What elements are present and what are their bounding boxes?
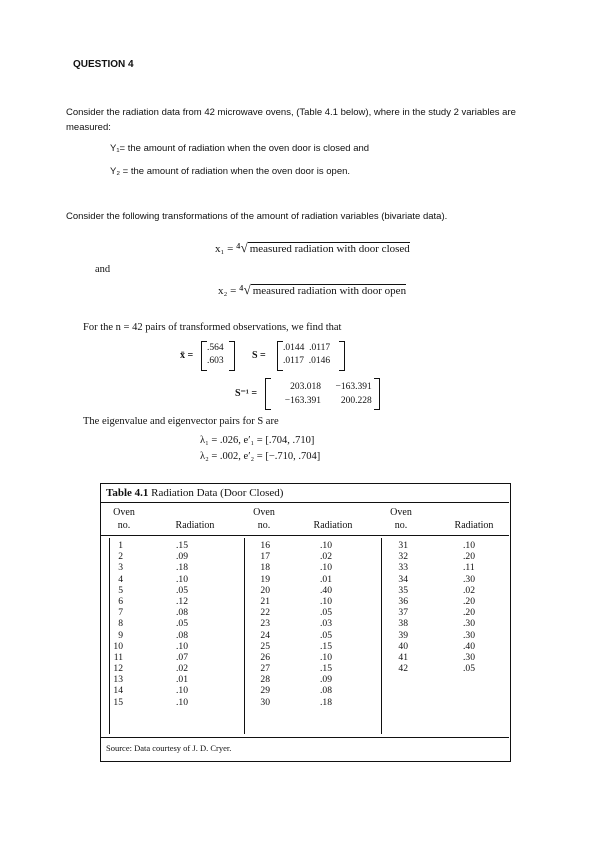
x2-equation — [218, 282, 406, 298]
table-cell: 17 — [260, 551, 270, 563]
x2-lhs: x₂ = — [218, 285, 237, 297]
eigen-pair-2: λ₂ = .002, e′₂ = [−.710, .704] — [200, 451, 321, 462]
eigen-pair-1: λ₁ = .026, e′₁ = [.704, .710] — [200, 435, 315, 446]
s-row — [283, 355, 330, 368]
table-cell: 14 — [113, 685, 123, 697]
sinv-row — [274, 380, 372, 394]
table-cell: 21 — [260, 595, 270, 607]
table-cell: .12 — [176, 595, 188, 607]
intro-text: Consider the radiation data from 42 microwave ovens, (Table 4.1 below), where in the study 2 variables are measured: — [66, 107, 516, 133]
table-title — [106, 487, 283, 499]
table-cell: 38 — [398, 618, 408, 630]
table-cell: .09 — [176, 551, 188, 563]
table-title-number: Table 4.1 — [106, 487, 149, 499]
right-bracket — [374, 378, 380, 410]
table-cell: .02 — [320, 551, 332, 563]
xbar-vector — [207, 342, 224, 368]
table-cell: .20 — [463, 551, 475, 563]
s-cell: .0144 — [283, 343, 305, 353]
s-cell: .0117 — [283, 356, 305, 366]
stats-intro: For the n = 42 pairs of transformed observations, we find that — [83, 322, 342, 333]
x2-radicand: measured radiation with door open — [252, 285, 407, 297]
oven-number-column — [93, 540, 123, 708]
radiation-column — [463, 540, 493, 674]
y1-definition: Y₁= the amount of radiation when the oven door is closed and — [110, 143, 370, 154]
table-cell: .10 — [320, 540, 332, 551]
table-cell: 28 — [260, 674, 270, 686]
table-cell: .15 — [176, 540, 188, 551]
table-cell: 41 — [398, 651, 408, 663]
table-cell: 27 — [260, 663, 270, 675]
table-cell: .10 — [320, 562, 332, 574]
table-cell: .30 — [463, 573, 475, 585]
sinv-label: S⁻¹ = — [235, 388, 258, 399]
header-oven: Oven — [253, 507, 275, 518]
table-cell: .15 — [320, 640, 332, 652]
table-cell: 5 — [118, 584, 123, 596]
oven-number-column — [240, 540, 270, 708]
fourth-root-icon: ⁴√ — [236, 240, 248, 255]
header-no: no. — [394, 520, 408, 531]
right-bracket — [339, 341, 345, 371]
table-cell: 42 — [398, 663, 408, 675]
table-cell: 19 — [260, 573, 270, 585]
y2-definition: Y₂ = the amount of radiation when the oven door is open. — [110, 166, 351, 177]
header-oven: Oven — [113, 507, 135, 518]
table-cell: .09 — [320, 674, 332, 686]
table-cell: 7 — [118, 607, 123, 619]
table-cell: .10 — [176, 640, 188, 652]
table-cell: 9 — [118, 629, 123, 641]
header-no: no. — [117, 520, 131, 531]
s-row — [283, 342, 330, 355]
header-oven: Oven — [390, 507, 412, 518]
table-cell: .20 — [463, 595, 475, 607]
table-cell: 11 — [113, 651, 123, 663]
table-cell: .40 — [320, 584, 332, 596]
radiation-column — [176, 540, 206, 708]
table-rule — [101, 535, 509, 536]
table-cell: .08 — [176, 607, 188, 619]
table-cell: .05 — [320, 629, 332, 641]
table-cell: .01 — [176, 674, 188, 686]
table-cell: .15 — [320, 663, 332, 675]
x1-equation — [215, 240, 410, 256]
sinv-cell: −163.391 — [335, 382, 372, 392]
and-label: and — [95, 264, 111, 275]
sinv-cell: −163.391 — [284, 396, 321, 406]
table-cell: 8 — [118, 618, 123, 630]
radiation-column — [320, 540, 350, 708]
table-cell: .03 — [320, 618, 332, 630]
header-radiation: Radiation — [454, 520, 494, 531]
left-bracket — [265, 378, 271, 410]
table-cell: 37 — [398, 607, 408, 619]
table-cell: 1 — [118, 540, 123, 551]
table-source: Source: Data courtesy of J. D. Cryer. — [106, 743, 232, 753]
table-cell: .02 — [463, 584, 475, 596]
table-cell: 6 — [118, 595, 123, 607]
table-cell: 26 — [260, 651, 270, 663]
right-bracket — [229, 341, 235, 371]
table-cell: 12 — [113, 663, 123, 675]
table-cell: .18 — [176, 562, 188, 574]
table-cell: .10 — [320, 595, 332, 607]
sinv-matrix — [274, 380, 372, 408]
table-cell: .11 — [463, 562, 475, 574]
table-cell: .05 — [176, 584, 188, 596]
table-cell: 13 — [113, 674, 123, 686]
table-cell: 32 — [398, 551, 408, 563]
x1-lhs: x₁ = — [215, 243, 234, 255]
table-cell: 25 — [260, 640, 270, 652]
table-cell: .30 — [463, 651, 475, 663]
table-cell: .02 — [176, 663, 188, 675]
table-cell: 39 — [398, 629, 408, 641]
s-cell: .0117 — [309, 343, 331, 353]
table-title-text: Radiation Data (Door Closed) — [148, 487, 284, 499]
table-cell: .10 — [320, 651, 332, 663]
s-label: S = — [252, 350, 266, 361]
table-cell: 10 — [113, 640, 123, 652]
table-cell: .10 — [463, 540, 475, 551]
table-cell: .30 — [463, 618, 475, 630]
eigen-intro: The eigenvalue and eigenvector pairs for S are — [83, 416, 279, 427]
xbar-entry: .603 — [207, 356, 224, 366]
transform-intro: Consider the following transformations of the amount of radiation variables (bivariate data). — [66, 211, 448, 222]
table-cell: .10 — [176, 573, 188, 585]
table-cell: .10 — [176, 696, 188, 708]
table-cell: 29 — [260, 685, 270, 697]
table-cell: 35 — [398, 584, 408, 596]
table-cell: 23 — [260, 618, 270, 630]
x1-radicand: measured radiation with door closed — [249, 243, 410, 255]
header-radiation: Radiation — [175, 520, 215, 531]
table-cell: 18 — [260, 562, 270, 574]
table-cell: .05 — [176, 618, 188, 630]
table-cell: 16 — [260, 540, 270, 551]
xbar-label: x̄ = — [180, 350, 194, 361]
sinv-cell: 203.018 — [290, 382, 321, 392]
table-cell: 40 — [398, 640, 408, 652]
xbar-entry: .564 — [207, 343, 224, 353]
table-cell: 30 — [260, 696, 270, 708]
table-cell: 24 — [260, 629, 270, 641]
fourth-root-icon: ⁴√ — [239, 282, 251, 297]
table-cell: .40 — [463, 640, 475, 652]
table-cell: .08 — [176, 629, 188, 641]
header-no: no. — [257, 520, 271, 531]
table-cell: 20 — [260, 584, 270, 596]
table-cell: 4 — [118, 573, 123, 585]
s-cell: .0146 — [308, 356, 331, 366]
table-cell: .05 — [463, 663, 475, 675]
table-cell: .08 — [320, 685, 332, 697]
sinv-row — [274, 394, 372, 408]
table-cell: 36 — [398, 595, 408, 607]
table-cell: 33 — [398, 562, 408, 574]
table-cell: .20 — [463, 607, 475, 619]
table-cell: .01 — [320, 573, 332, 585]
table-cell: 2 — [118, 551, 123, 563]
table-cell: 31 — [398, 540, 408, 551]
oven-number-column — [378, 540, 408, 674]
table-cell: .05 — [320, 607, 332, 619]
table-rule — [101, 737, 509, 738]
table-cell: .07 — [176, 651, 188, 663]
table-cell: .10 — [176, 685, 188, 697]
table-cell: 3 — [118, 562, 123, 574]
table-cell: 15 — [113, 696, 123, 708]
table-cell: .30 — [463, 629, 475, 641]
question-title: QUESTION 4 — [73, 59, 134, 70]
table-cell: .18 — [320, 696, 332, 708]
table-cell: 34 — [398, 573, 408, 585]
sinv-cell: 200.228 — [340, 396, 372, 406]
header-radiation: Radiation — [313, 520, 353, 531]
table-cell: 22 — [260, 607, 270, 619]
s-matrix — [283, 342, 330, 368]
table-rule — [101, 502, 509, 503]
